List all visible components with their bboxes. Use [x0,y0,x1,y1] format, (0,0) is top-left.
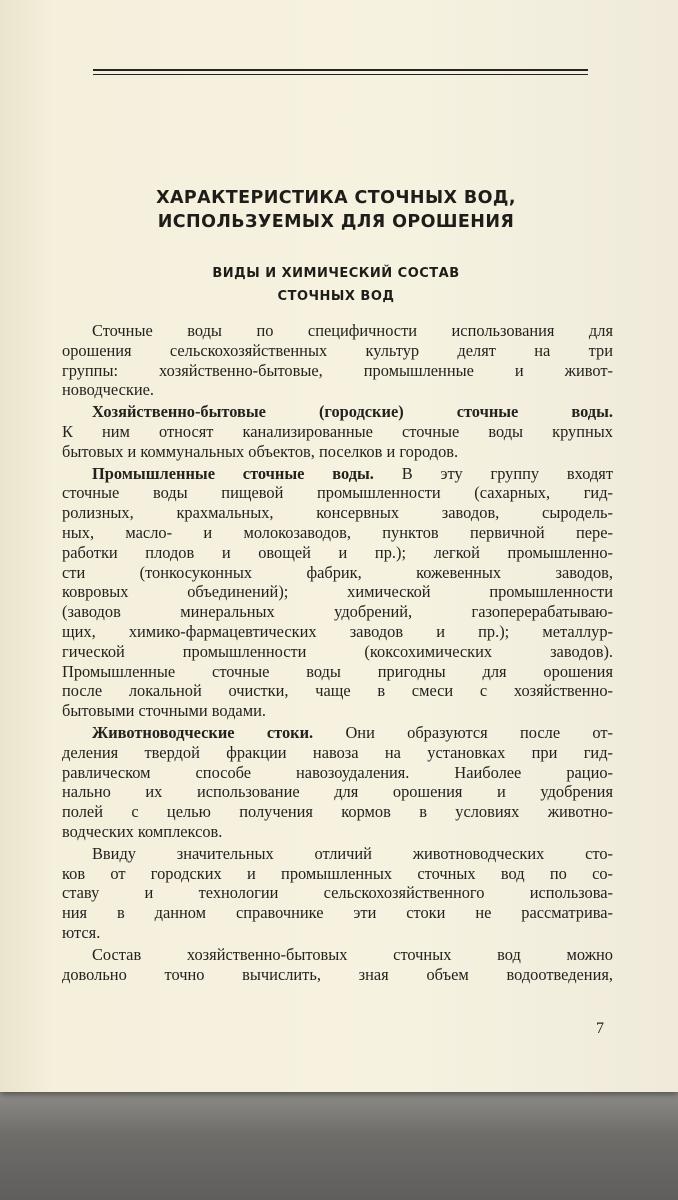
body-text [62,321,613,984]
paragraph-heading: Животноводческие стоки. [92,722,314,742]
paragraph-4: Животноводческие стоки. Они образуются после от- деления твердой фракции навоза на установках при гид- равлическом способе навозоудаления. Наиболее рацио- нально их использование для орошения и удобрения полей с целью получения кормов в условиях животно- водческих комплексов. [62,722,613,841]
paragraph-heading: Промышленные сточные воды. [92,463,374,483]
paragraph-1: Сточные воды по специфичности использования для орошения сельскохозяйственных культур делят на три группы: хозяйственно-бытовые, промышленные и живот- новодческие. [62,321,613,400]
paragraph-6: Состав хозяйственно-бытовых сточных вод можно довольно точно вычислить, зная объем водоотведения, [62,944,613,984]
paragraph-2: Хозяйственно-бытовые (городские) сточные воды. К ним относят канализированные сточные воды крупных бытовых и коммунальных объектов, поселков и городов. [62,402,613,461]
header-rule [93,69,588,71]
paragraph-heading: Хозяйственно-бытовые (городские) сточные воды. [92,402,613,422]
section-title: ВИДЫ И ХИМИЧЕСКИЙ СОСТАВ СТОЧНЫХ ВОД [212,266,460,304]
paragraph-3: Промышленные сточные воды. В эту группу входят сточные воды пищевой промышленности (сахарных, гид- ролизных, крахмальных, консервных заводов, сыродель- ных, масло- и молокозаводов, пунктов первичной пере- работки плодов и овощей и пр.); легкой промышленно- сти (тонкосуконных фабрик, кожевенных заводов, ковровых объединений); химической промышленности (заводов минеральных удобрений, газоперерабатываю- щих, химико-фармацевтических заводов и пр.); металлур- гической промышленности (коксохимических заводов). Промышленные сточные воды пригодны для орошения после локальной очистки, чаще в смеси с хозяйственно- бытовыми сточными водами. [62,463,613,721]
header-rule-thin [93,74,588,75]
paragraph-5: Ввиду значительных отличий животноводческих сто- ков от городских и промышленных сточных вод по со- ставу и технологии сельскохозяйственного использова- ния в данном справочнике эти стоки не рассматрива- ются. [62,843,613,942]
scanner-background [0,1092,678,1200]
chapter-title: ХАРАКТЕРИСТИКА СТОЧНЫХ ВОД, ИСПОЛЬЗУЕМЫХ ДЛЯ ОРОШЕНИЯ [156,188,516,232]
page-number: 7 [596,1020,604,1037]
